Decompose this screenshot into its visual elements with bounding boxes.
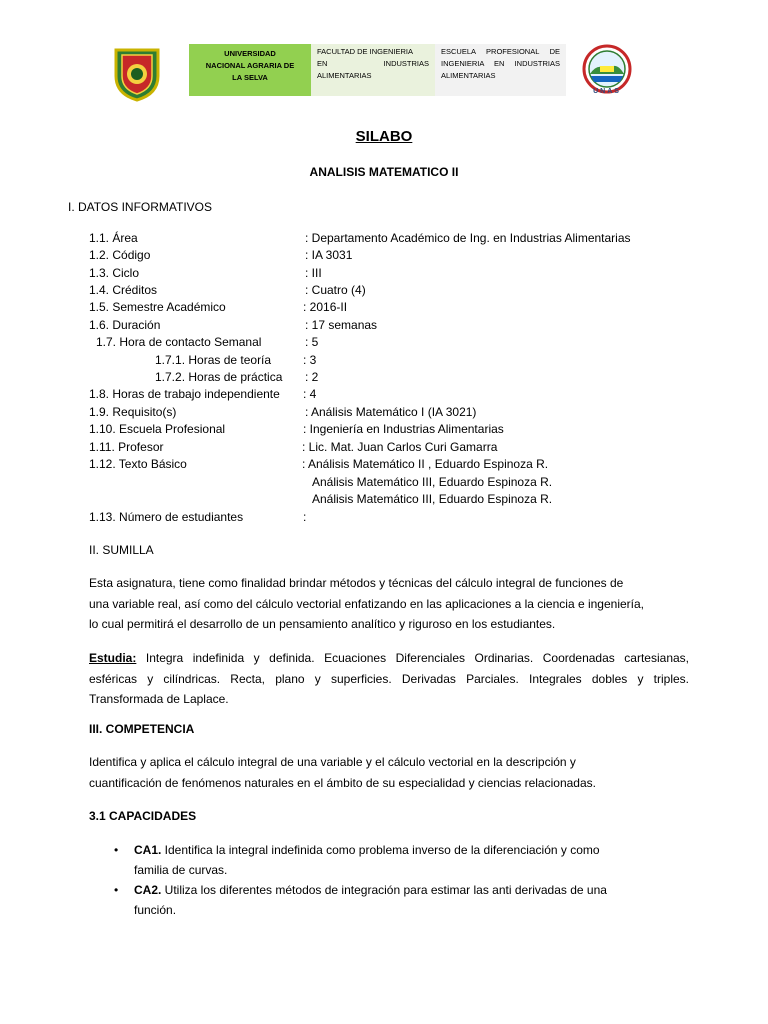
info-label: 1.4. Créditos [89,283,158,297]
faculty-name-cell [311,44,435,96]
paragraph-line: Identifica y aplica el cálculo integral de una variable y el cálculo vectorial en la descripción y [89,755,576,769]
info-value: : Cuatro (4) [305,283,366,297]
competencia-paragraph [89,752,689,793]
capacidad-code: CA2. [134,883,162,897]
info-value: : IA 3031 [305,248,353,262]
info-value: : Lic. Mat. Juan Carlos Curi Gamarra [302,440,498,454]
bullet-icon: • [114,883,119,897]
info-label: 1.5. Semestre Académico [89,300,226,314]
info-value: : [303,510,307,524]
info-value: : Análisis Matemático I (IA 3021) [305,405,477,419]
capacidad-text: familia de curvas. [134,863,228,877]
info-label: 1.7. Hora de contacto Semanal [96,335,262,349]
info-value: : Ingeniería en Industrias Alimentarias [303,422,504,436]
info-label: 1.1. Área [89,231,138,245]
paragraph-line: Esta asignatura, tiene como finalidad brindar métodos y técnicas del cálculo integral de funciones de [89,576,624,590]
estudia-paragraph [89,648,689,710]
faculty-name-line: FACULTAD DE INGENIERIA [317,47,413,56]
info-label: 1.3. Ciclo [89,266,140,280]
university-name-line: NACIONAL AGRARIA DE [205,61,295,70]
bullet-icon: • [114,843,119,857]
unas-logo-text: UNAS [593,88,621,95]
info-value: : 17 semanas [305,318,378,332]
section-heading: III. COMPETENCIA [89,722,195,736]
info-value: : 5 [305,335,319,349]
info-label: 1.2. Código [89,248,151,262]
university-name-line: LA SELVA [232,73,268,82]
section-heading: I. DATOS INFORMATIVOS [68,200,213,214]
university-name-cell [189,44,311,96]
university-crest-logo [112,46,162,102]
info-value: : III [305,266,322,280]
info-label: 1.9. Requisito(s) [89,405,177,419]
section-heading: II. SUMILLA [89,543,154,557]
capacidad-item [134,880,654,920]
info-label: 1.10. Escuela Profesional [89,422,226,436]
info-label: 1.8. Horas de trabajo independiente [89,387,280,401]
info-label: 1.12. Texto Básico [89,457,187,471]
info-label: 1.13. Número de estudiantes [89,510,244,524]
paragraph-line: lo cual permitirá el desarrollo de un pensamiento analítico y riguroso en los estudiantes. [89,617,556,631]
info-value: : 2 [305,370,319,384]
school-name-cell [435,44,566,96]
school-name-line: ALIMENTARIAS [441,71,496,80]
faculty-name-line: EN INDUSTRIAS [317,59,429,68]
capacidades-heading: 3.1 CAPACIDADES [89,809,197,823]
info-value: : Análisis Matemático II , Eduardo Espinoza R. [302,457,549,471]
school-name-line: ESCUELA PROFESIONAL DE [441,47,560,56]
school-name-line: INGENIERIA EN INDUSTRIAS [441,59,560,68]
capacidad-text: función. [134,903,177,917]
estudia-label: Estudia: [89,651,137,665]
course-subtitle: ANALISIS MATEMATICO II [309,165,459,179]
estudia-first-line [89,648,689,669]
capacidad-item [134,840,654,880]
info-value: Análisis Matemático III, Eduardo Espinoza R. [312,475,553,489]
sumilla-paragraph [89,573,689,635]
info-label: 1.7.1. Horas de teoría [155,353,272,367]
paragraph-line: una variable real, así como del cálculo vectorial enfatizando en las aplicaciones a la ciencia e ingeniería, [89,596,644,611]
info-value: : 2016-II [303,300,348,314]
university-name-line: UNIVERSIDAD [224,49,276,58]
document-title: SILABO [355,128,413,145]
estudia-text: Integra indefinida y definida. Ecuaciones Diferenciales Ordinarias. Coordenadas cartesianas, [136,651,689,665]
faculty-name-line: ALIMENTARIAS [317,71,372,80]
capacidad-text: Identifica la integral indefinida como problema inverso de la diferenciación y como [161,843,600,857]
info-value: : Departamento Académico de Ing. en Industrias Alimentarias [305,231,631,245]
capacidad-code: CA1. [134,843,162,857]
info-value: : 3 [303,353,317,367]
capacidad-text: Utiliza los diferentes métodos de integración para estimar las anti derivadas de una [161,883,607,897]
info-label: 1.7.2. Horas de práctica [155,370,283,384]
paragraph-line: Transformada de Laplace. [89,692,229,706]
info-label: 1.6. Duración [89,318,161,332]
info-value: Análisis Matemático III, Eduardo Espinoza R. [312,492,553,506]
paragraph-line: cuantificación de fenómenos naturales en el ámbito de su especialidad y ciencias relacionadas. [89,775,596,790]
info-label: 1.11. Profesor [89,440,164,454]
paragraph-line: esféricas y cilíndricas. Recta, plano y superficies. Derivadas Parciales. Integrales dobles y triples. [89,671,689,686]
unas-logo [582,44,632,98]
info-value: : 4 [303,387,317,401]
